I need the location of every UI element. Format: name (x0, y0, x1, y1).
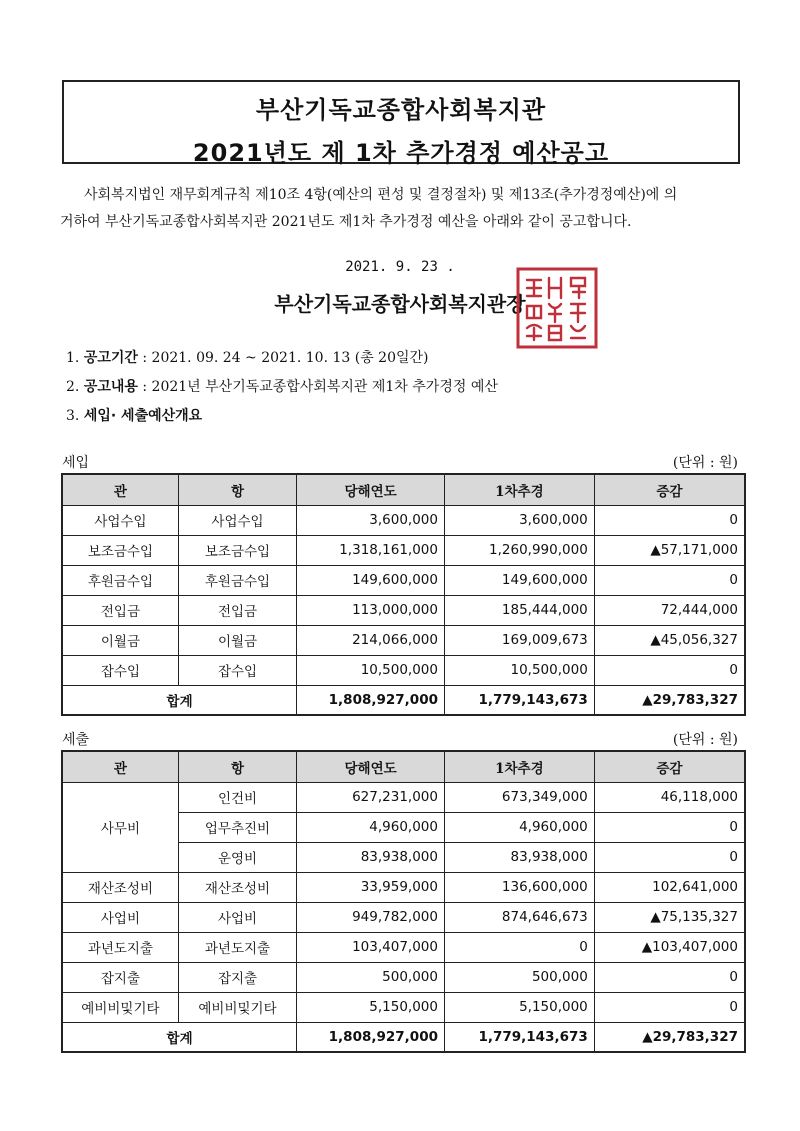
table-row (62, 655, 745, 685)
table-cell: 1,808,927,000 (297, 685, 445, 715)
organization-signature: 부산기독교종합사회복지관장 (274, 292, 526, 316)
table-row (62, 902, 745, 932)
table-cell: 673,349,000 (444, 782, 594, 812)
table-cell: 149,600,000 (297, 565, 445, 595)
intro-line-2: 거하여 부산기독교종합사회복지관 2021년도 제1차 추가경정 예산을 아래와 같이 공고합니다. (60, 214, 632, 230)
table-cell: 102,641,000 (594, 872, 745, 902)
table-cell: 이월금 (62, 625, 178, 655)
table-row (62, 625, 745, 655)
table-cell: 3,600,000 (444, 505, 594, 535)
column-header: 증감 (594, 474, 745, 505)
table-row (62, 932, 745, 962)
table-cell: 1,779,143,673 (444, 685, 594, 715)
table-cell: 전입금 (62, 595, 178, 625)
table-cell: 0 (594, 962, 745, 992)
table-cell: 5,150,000 (297, 992, 445, 1022)
table-cell: 운영비 (178, 842, 296, 872)
notice-item: 3. 세입· 세출예산개요 (66, 408, 203, 424)
table-cell: 72,444,000 (594, 595, 745, 625)
table-cell: 0 (594, 992, 745, 1022)
table-cell: 과년도지출 (178, 932, 296, 962)
table-cell: 사업비 (62, 902, 178, 932)
table-row (62, 505, 745, 535)
table-cell: 사업수입 (178, 505, 296, 535)
announcement-date: 2021. 9. 23 . (345, 259, 455, 275)
column-header: 항 (178, 474, 296, 505)
table-cell: 500,000 (297, 962, 445, 992)
table-cell: 이월금 (178, 625, 296, 655)
table-cell: 1,808,927,000 (297, 1022, 445, 1052)
table-cell: 185,444,000 (444, 595, 594, 625)
table-cell: 잡지출 (178, 962, 296, 992)
table-cell: 0 (594, 565, 745, 595)
table-cell: 잡수입 (178, 655, 296, 685)
table-cell: 0 (594, 655, 745, 685)
table-cell: ▲29,783,327 (594, 685, 745, 715)
document-title: 부산기독교종합사회복지관 (255, 96, 547, 124)
table-cell: 5,150,000 (444, 992, 594, 1022)
notice-item: 1. 공고기간 : 2021. 09. 24 ~ 2021. 10. 13 (총 20일간) (66, 350, 429, 366)
notice-items (66, 344, 498, 431)
table-cell: 4,960,000 (444, 812, 594, 842)
table-cell: 46,118,000 (594, 782, 745, 812)
table-cell: ▲75,135,327 (594, 902, 745, 932)
table-cell: 전입금 (178, 595, 296, 625)
table-cell: 949,782,000 (297, 902, 445, 932)
notice-item-label: 공고기간 (83, 350, 138, 366)
table-cell: 169,009,673 (444, 625, 594, 655)
table-cell: 214,066,000 (297, 625, 445, 655)
table-row (62, 992, 745, 1022)
table-cell: ▲103,407,000 (594, 932, 745, 962)
table-cell: 인건비 (178, 782, 296, 812)
table-row (62, 565, 745, 595)
table-cell: 후원금수입 (178, 565, 296, 595)
table-cell: 보조금수입 (178, 535, 296, 565)
table-cell: 사업비 (178, 902, 296, 932)
notice-item-text: : 2021년 부산기독교종합사회복지관 제1차 추가경정 예산 (137, 379, 498, 395)
column-header: 증감 (594, 751, 745, 782)
notice-item-label: 공고내용 (83, 379, 138, 395)
table-cell: ▲29,783,327 (594, 1022, 745, 1052)
intro-line-1: 사회복지법인 재무회계규칙 제10조 4항(예산의 편성 및 결정절차) 및 제13조(추가경정예산)에 의 (84, 187, 678, 203)
notice-item: 2. 공고내용 : 2021년 부산기독교종합사회복지관 제1차 추가경정 예산 (66, 379, 498, 395)
table-header-row (62, 751, 745, 782)
revenue-unit: (단위 : 원) (672, 455, 738, 471)
table-row (62, 535, 745, 565)
revenue-label: 세입 (62, 455, 90, 471)
table-cell: 1,318,161,000 (297, 535, 445, 565)
table-cell: 예비비및기타 (178, 992, 296, 1022)
table-cell: ▲45,056,327 (594, 625, 745, 655)
total-row (62, 1022, 745, 1052)
column-header: 관 (62, 474, 178, 505)
expense-label: 세출 (62, 732, 90, 748)
table-cell: 잡지출 (62, 962, 178, 992)
total-label: 합계 (62, 1022, 297, 1052)
column-header: 항 (178, 751, 296, 782)
table-cell: 1,779,143,673 (444, 1022, 594, 1052)
column-header: 당해연도 (297, 474, 445, 505)
column-header: 당해연도 (297, 751, 445, 782)
table-cell: 0 (594, 505, 745, 535)
column-header: 관 (62, 751, 178, 782)
table-row (62, 782, 745, 812)
table-cell: 보조금수입 (62, 535, 178, 565)
table-cell: 500,000 (444, 962, 594, 992)
table-cell: 103,407,000 (297, 932, 445, 962)
table-cell: 잡수입 (62, 655, 178, 685)
table-cell: 874,646,673 (444, 902, 594, 932)
table-cell: 149,600,000 (444, 565, 594, 595)
table-cell: 재산조성비 (178, 872, 296, 902)
notice-item-label: 세입· 세출예산개요 (83, 408, 203, 424)
table-cell: 83,938,000 (444, 842, 594, 872)
table-cell: 4,960,000 (297, 812, 445, 842)
column-header: 1차추경 (444, 474, 594, 505)
table-row (62, 962, 745, 992)
table-row (62, 872, 745, 902)
table-cell: 업무추진비 (178, 812, 296, 842)
table-cell: 재산조성비 (62, 872, 178, 902)
table-cell: 예비비및기타 (62, 992, 178, 1022)
table-cell: 627,231,000 (297, 782, 445, 812)
table-cell: 0 (594, 842, 745, 872)
group-cell: 사무비 (62, 782, 178, 872)
intro-paragraph (60, 182, 750, 236)
revenue-table (61, 473, 746, 716)
table-cell: 3,600,000 (297, 505, 445, 535)
table-cell: 10,500,000 (444, 655, 594, 685)
table-row (62, 595, 745, 625)
table-cell: 과년도지출 (62, 932, 178, 962)
total-row (62, 685, 745, 715)
table-cell: 33,959,000 (297, 872, 445, 902)
document-subtitle: 2021년도 제 1차 추가경정 예산공고 (192, 139, 610, 167)
notice-item-text: : 2021. 09. 24 ~ 2021. 10. 13 (총 20일간) (137, 350, 429, 366)
table-cell: 113,000,000 (297, 595, 445, 625)
table-cell: ▲57,171,000 (594, 535, 745, 565)
table-cell: 10,500,000 (297, 655, 445, 685)
table-cell: 1,260,990,000 (444, 535, 594, 565)
table-cell: 후원금수입 (62, 565, 178, 595)
table-cell: 136,600,000 (444, 872, 594, 902)
table-cell: 83,938,000 (297, 842, 445, 872)
expense-unit: (단위 : 원) (672, 732, 738, 748)
total-label: 합계 (62, 685, 297, 715)
title-box (62, 80, 740, 167)
official-seal-icon (515, 266, 599, 350)
table-cell: 사업수입 (62, 505, 178, 535)
expense-table (61, 750, 746, 1053)
table-cell: 0 (594, 812, 745, 842)
table-header-row (62, 474, 745, 505)
table-cell: 0 (444, 932, 594, 962)
column-header: 1차추경 (444, 751, 594, 782)
